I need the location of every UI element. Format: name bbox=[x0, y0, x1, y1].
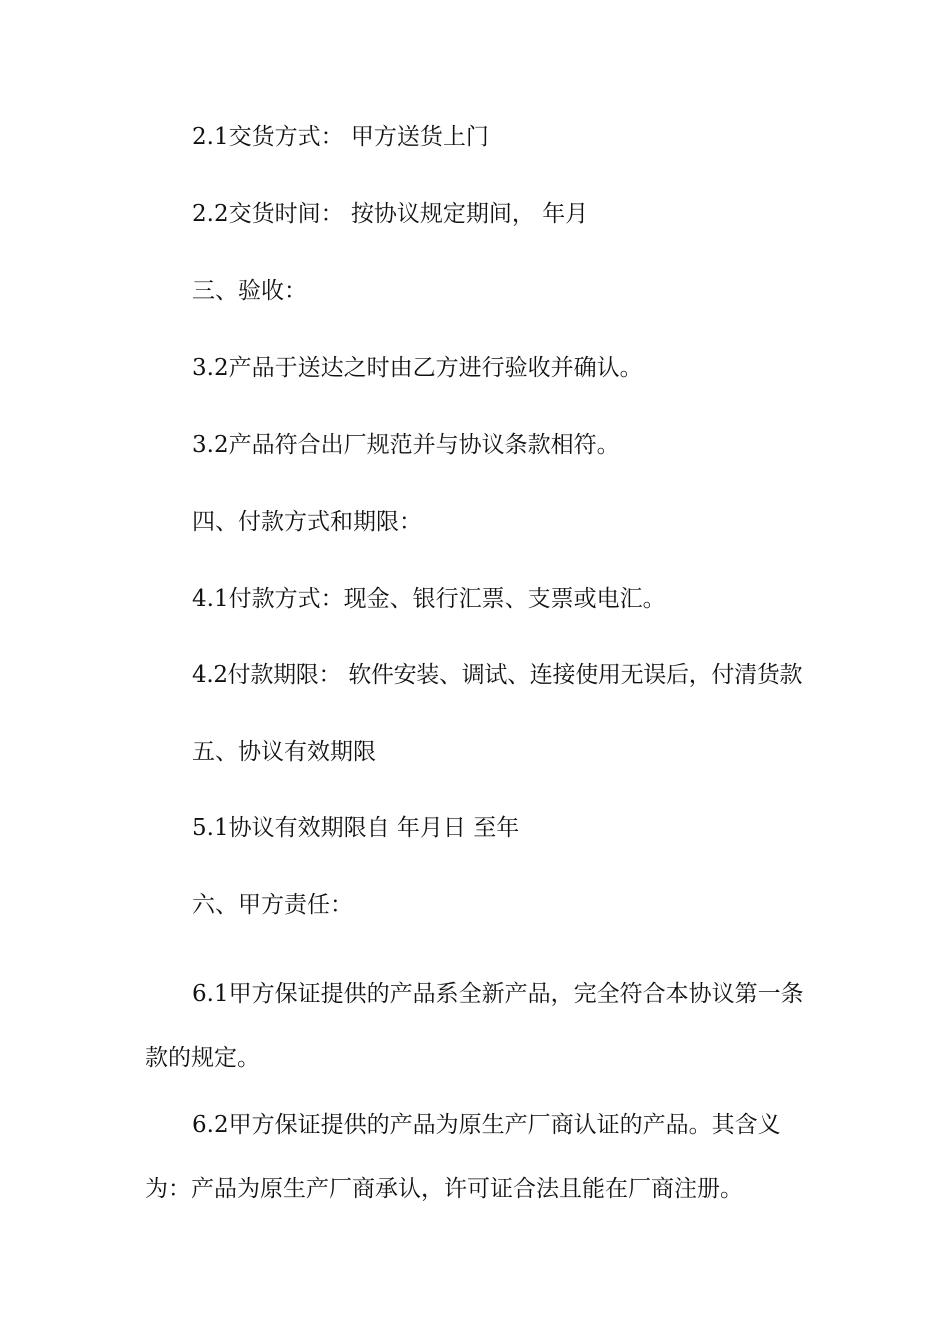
clause-2-1-delivery-method: 2.1交货方式： 甲方送货上门 bbox=[192, 124, 489, 150]
section-6-heading: 六、甲方责任： bbox=[192, 892, 353, 918]
clause-2-2-delivery-time: 2.2交货时间： 按协议规定期间， 年月 bbox=[192, 201, 589, 227]
clause-6-2-certified-product: 6.2甲方保证提供的产品为原生产厂商认证的产品。其含义为：产品为原生产厂商承认，许可证合法且能在厂商注册。 bbox=[145, 1112, 781, 1202]
section-5-heading: 五、协议有效期限 bbox=[192, 739, 376, 765]
clause-4-1-payment-method: 4.1付款方式：现金、银行汇票、支票或电汇。 bbox=[192, 586, 666, 612]
clause-3-2-conformity: 3.2产品符合出厂规范并与协议条款相符。 bbox=[192, 432, 620, 458]
section-3-heading: 三、验收： bbox=[192, 278, 307, 304]
section-4-heading: 四、付款方式和期限： bbox=[192, 509, 422, 535]
clause-3-2-acceptance: 3.2产品于送达之时由乙方进行验收并确认。 bbox=[192, 355, 643, 381]
clause-4-2-payment-term: 4.2付款期限： 软件安装、调试、连接使用无误后，付清货款 bbox=[192, 662, 803, 688]
clause-5-1-validity: 5.1协议有效期限自 年月日 至年 bbox=[192, 815, 520, 841]
clause-6-1-new-product: 6.1甲方保证提供的产品系全新产品，完全符合本协议第一条款的规定。 bbox=[145, 981, 804, 1071]
